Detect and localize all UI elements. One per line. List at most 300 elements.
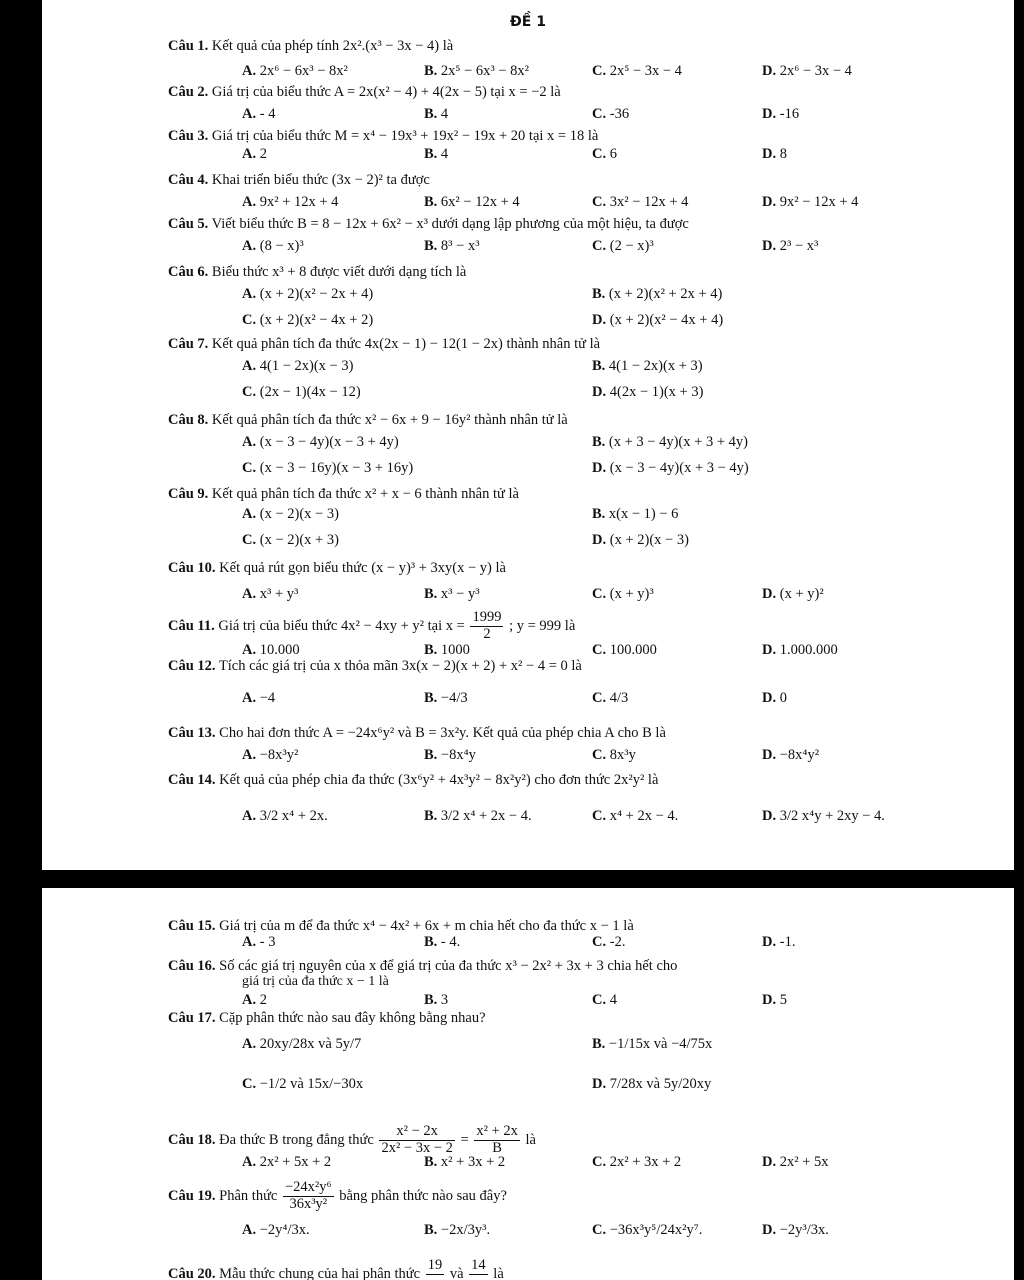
question-text: Khai triển biểu thức (3x − 2)² ta được xyxy=(211,172,430,188)
option-letter: A. xyxy=(242,1036,257,1052)
option-letter: C. xyxy=(592,747,607,763)
question-text-end: bằng phân thức nào sau đây? xyxy=(339,1187,507,1204)
option-letter: D. xyxy=(762,690,777,706)
option-letter: A. xyxy=(242,747,257,763)
question-text: Mẫu thức chung của hai phân thức xyxy=(219,1265,421,1280)
option-letter: D. xyxy=(762,934,777,950)
question-1 xyxy=(168,38,994,55)
option-c xyxy=(592,106,629,123)
option-text: (2x − 1)(4x − 12) xyxy=(259,384,361,400)
option-letter: C. xyxy=(592,106,607,122)
option-text: -2. xyxy=(609,934,626,950)
option-letter: D. xyxy=(762,63,777,79)
option-text: 4 xyxy=(609,992,617,1008)
question-fraction-1 xyxy=(426,1258,445,1280)
question-label: Câu 7. xyxy=(168,336,209,352)
option-text: x³ + y³ xyxy=(259,586,299,602)
option-c xyxy=(242,312,373,329)
option-letter: B. xyxy=(592,1036,606,1052)
question-fraction-numerator: 1999 xyxy=(472,609,502,625)
option-a xyxy=(242,63,348,80)
option-letter: C. xyxy=(592,1222,607,1238)
option-c xyxy=(592,642,657,659)
option-b xyxy=(424,934,460,951)
option-d xyxy=(762,63,852,80)
option-letter: C. xyxy=(592,808,607,824)
option-text: 2 xyxy=(259,146,267,162)
question-20 xyxy=(168,1258,994,1280)
option-text: x(x − 1) − 6 xyxy=(608,506,679,522)
question-label: Câu 18. xyxy=(168,1131,216,1148)
question-7 xyxy=(168,336,994,353)
option-c xyxy=(592,934,625,951)
question-13 xyxy=(168,725,994,742)
question-text-mid: và xyxy=(449,1265,464,1280)
option-text: (x + 2)(x² + 2x + 4) xyxy=(608,286,723,302)
option-letter: D. xyxy=(762,747,777,763)
option-text: (x − 3 − 4y)(x + 3 − 4y) xyxy=(609,460,749,476)
option-letter: B. xyxy=(424,63,438,79)
option-letter: A. xyxy=(242,286,257,302)
question-text-end: là xyxy=(525,1131,536,1148)
question-label: Câu 1. xyxy=(168,38,209,54)
option-letter: D. xyxy=(592,532,607,548)
option-b xyxy=(424,1222,490,1239)
option-text: 4(1 − 2x)(x + 3) xyxy=(608,358,703,374)
option-text: 3/2 x⁴y + 2xy − 4. xyxy=(779,808,885,824)
option-a xyxy=(242,358,353,375)
option-text: 5 xyxy=(779,992,787,1008)
option-letter: C. xyxy=(242,532,257,548)
option-letter: C. xyxy=(592,63,607,79)
option-letter: A. xyxy=(242,642,257,658)
option-c xyxy=(592,1222,702,1239)
option-b xyxy=(424,992,448,1009)
question-3 xyxy=(168,128,994,145)
question-label: Câu 11. xyxy=(168,617,215,634)
option-letter: D. xyxy=(762,992,777,1008)
option-text: 20xy/28x và 5y/7 xyxy=(259,1036,362,1052)
option-text: - 4. xyxy=(440,934,461,950)
option-c xyxy=(592,1154,681,1171)
option-c xyxy=(592,992,617,1009)
option-a xyxy=(242,747,298,764)
option-c xyxy=(592,747,636,764)
option-letter: C. xyxy=(592,146,607,162)
question-17 xyxy=(168,1010,994,1027)
question-label: Câu 3. xyxy=(168,128,209,144)
question-text-end: ; y = 999 là xyxy=(509,617,576,634)
option-c xyxy=(592,238,654,255)
option-d xyxy=(762,690,787,707)
question-text: Giá trị của m để đa thức x⁴ − 4x² + 6x + m chia hết cho đa thức x − 1 là xyxy=(219,918,634,934)
option-b xyxy=(592,286,722,303)
question-text: Kết quả rút gọn biểu thức (x − y)³ + 3xy(x − y) là xyxy=(219,560,506,576)
question-9 xyxy=(168,486,994,503)
option-letter: A. xyxy=(242,358,257,374)
question-fraction-1-numerator: x² − 2x xyxy=(379,1124,454,1141)
option-letter: B. xyxy=(592,358,606,374)
question-fraction-1-numerator: 19 xyxy=(427,1257,443,1273)
option-letter: B. xyxy=(592,434,606,450)
option-c xyxy=(592,194,688,211)
option-text: −2y³/3x. xyxy=(779,1222,829,1238)
option-text: -36 xyxy=(609,106,630,122)
option-text: -1. xyxy=(779,934,796,950)
question-label: Câu 5. xyxy=(168,216,209,232)
question-text: Giá trị của biểu thức A = 2x(x² − 4) + 4(2x − 5) tại x = −2 là xyxy=(211,84,561,100)
option-text: (x + y)² xyxy=(779,586,824,602)
option-b xyxy=(424,747,476,764)
option-a xyxy=(242,1036,361,1053)
option-text: 4 xyxy=(440,106,449,122)
option-letter: B. xyxy=(424,808,438,824)
option-text: 6x² − 12x + 4 xyxy=(440,194,520,210)
option-text: 3x² − 12x + 4 xyxy=(609,194,689,210)
option-letter: A. xyxy=(242,146,257,162)
option-text: -16 xyxy=(779,106,800,122)
option-letter: A. xyxy=(242,992,257,1008)
option-letter: B. xyxy=(424,642,438,658)
option-b xyxy=(424,238,480,255)
option-text: 2 xyxy=(259,992,267,1008)
option-b xyxy=(424,642,470,659)
option-b xyxy=(424,1154,505,1171)
option-letter: B. xyxy=(592,506,606,522)
question-16 xyxy=(168,958,994,975)
option-text: 9x² − 12x + 4 xyxy=(779,194,859,210)
question-11 xyxy=(168,610,994,643)
option-d xyxy=(762,934,795,951)
option-text: x³ − y³ xyxy=(440,586,480,602)
option-letter: C. xyxy=(592,934,607,950)
option-letter: C. xyxy=(592,586,607,602)
option-letter: B. xyxy=(424,146,438,162)
option-b xyxy=(592,1036,712,1053)
option-b xyxy=(424,586,480,603)
question-label: Câu 16. xyxy=(168,958,216,974)
option-d xyxy=(592,1076,711,1093)
option-a xyxy=(242,808,328,825)
option-b xyxy=(424,106,448,123)
option-d xyxy=(762,747,819,764)
question-12 xyxy=(168,658,994,675)
option-text: (2 − x)³ xyxy=(609,238,654,254)
option-letter: D. xyxy=(762,106,777,122)
option-letter: B. xyxy=(424,1154,438,1170)
option-text: −2x/3y³. xyxy=(440,1222,491,1238)
question-fraction-2-denominator: B xyxy=(492,1139,502,1156)
option-text: (x + 3 − 4y)(x + 3 + 4y) xyxy=(608,434,748,450)
question-text: Cặp phân thức nào sau đây không bằng nhau? xyxy=(219,1010,486,1026)
option-text: 9x² + 12x + 4 xyxy=(259,194,339,210)
option-text: 0 xyxy=(779,690,787,706)
option-text: (x + 2)(x² − 4x + 2) xyxy=(259,312,374,328)
option-letter: D. xyxy=(592,1076,607,1092)
option-text: x⁴ + 2x − 4. xyxy=(609,808,679,824)
option-a xyxy=(242,690,275,707)
option-text: −36x³y⁵/24x²y⁷. xyxy=(609,1222,703,1238)
option-text: (8 − x)³ xyxy=(259,238,304,254)
option-a xyxy=(242,586,298,603)
option-d xyxy=(592,532,689,549)
option-text: 1.000.000 xyxy=(779,642,838,658)
option-c xyxy=(242,1076,363,1093)
option-text: 1000 xyxy=(440,642,470,658)
option-text: 3 xyxy=(440,992,449,1008)
option-text: - 4 xyxy=(259,106,276,122)
option-c xyxy=(592,146,617,163)
option-letter: A. xyxy=(242,194,257,210)
option-d xyxy=(592,460,749,477)
question-fraction-2-numerator: x² + 2x xyxy=(476,1123,518,1139)
option-text: 6 xyxy=(609,146,617,162)
option-b xyxy=(592,358,703,375)
option-c xyxy=(592,63,682,80)
option-text: −4/3 xyxy=(440,690,468,706)
option-letter: B. xyxy=(424,194,438,210)
question-fraction xyxy=(283,1180,334,1213)
option-text: 3/2 x⁴ + 2x. xyxy=(259,808,328,824)
question-6 xyxy=(168,264,994,281)
option-letter: A. xyxy=(242,1154,257,1170)
option-letter: C. xyxy=(592,992,607,1008)
option-letter: B. xyxy=(424,934,438,950)
option-letter: A. xyxy=(242,434,257,450)
question-fraction-2-denominator xyxy=(469,1275,488,1280)
question-text: Biểu thức x³ + 8 được viết dưới dạng tích là xyxy=(211,264,467,280)
option-letter: A. xyxy=(242,586,257,602)
option-letter: A. xyxy=(242,1222,257,1238)
question-text: Viết biểu thức B = 8 − 12x + 6x² − x³ dưới dạng lập phương của một hiệu, ta được xyxy=(211,216,689,232)
option-letter: C. xyxy=(242,460,257,476)
option-text: (x + 2)(x² − 4x + 4) xyxy=(609,312,724,328)
option-b xyxy=(592,434,748,451)
question-fraction-1-denominator: 2x² − 3x − 2 xyxy=(381,1139,453,1156)
question-fraction-1 xyxy=(379,1124,454,1157)
option-letter: A. xyxy=(242,506,257,522)
option-text: 8x³y xyxy=(609,747,636,763)
option-text: 2x² + 3x + 2 xyxy=(609,1154,682,1170)
option-d xyxy=(762,194,858,211)
option-a xyxy=(242,506,339,523)
option-a xyxy=(242,238,304,255)
option-text: - 3 xyxy=(259,934,276,950)
option-letter: C. xyxy=(592,642,607,658)
option-a xyxy=(242,1222,310,1239)
question-text: Tích các giá trị của x thỏa mãn 3x(x − 2)(x + 2) + x² − 4 = 0 là xyxy=(218,658,582,674)
option-letter: C. xyxy=(592,1154,607,1170)
option-letter: D. xyxy=(762,194,777,210)
option-d xyxy=(592,384,703,401)
option-b xyxy=(424,146,448,163)
question-2 xyxy=(168,84,994,101)
question-fraction-denominator: 2 xyxy=(483,625,491,642)
question-text: Phân thức xyxy=(219,1187,278,1204)
option-text: −1/15x và −4/75x xyxy=(608,1036,713,1052)
option-d xyxy=(762,586,824,603)
question-fraction-2-numerator: 14 xyxy=(471,1257,486,1273)
option-text: 3/2 x⁴ + 2x − 4. xyxy=(440,808,532,824)
option-text: −1/2 và 15x/−30x xyxy=(259,1076,364,1092)
question-text: Kết quả phân tích đa thức x² − 6x + 9 − 16y² thành nhân tử là xyxy=(211,412,568,428)
option-d xyxy=(762,1154,829,1171)
question-fraction-2 xyxy=(469,1258,488,1280)
question-4 xyxy=(168,172,994,189)
option-letter: A. xyxy=(242,106,257,122)
option-letter: C. xyxy=(592,690,607,706)
question-label: Câu 19. xyxy=(168,1187,216,1204)
question-label: Câu 6. xyxy=(168,264,209,280)
question-5 xyxy=(168,216,994,233)
option-letter: C. xyxy=(592,194,607,210)
question-label: Câu 17. xyxy=(168,1010,216,1026)
option-text: 2x⁶ − 3x − 4 xyxy=(779,63,852,79)
option-a xyxy=(242,194,338,211)
option-text: (x − 2)(x + 3) xyxy=(259,532,339,548)
question-fraction-1-denominator xyxy=(426,1275,445,1280)
option-text: −8x⁴y xyxy=(440,747,476,763)
option-c xyxy=(592,586,654,603)
question-label: Câu 13. xyxy=(168,725,216,741)
question-text: Kết quả của phép tính 2x².(x³ − 3x − 4) là xyxy=(211,38,454,54)
option-text: 4(2x − 1)(x + 3) xyxy=(609,384,704,400)
question-8 xyxy=(168,412,994,429)
question-text: Số các giá trị nguyên của x để giá trị của đa thức x³ − 2x² + 3x + 3 chia hết cho xyxy=(219,958,678,974)
option-text: −8x³y² xyxy=(259,747,299,763)
option-text: (x − 2)(x − 3) xyxy=(259,506,339,522)
option-text: 7/28x và 5y/20xy xyxy=(609,1076,712,1092)
option-text: (x + 2)(x − 3) xyxy=(609,532,689,548)
question-18: Câu 18. Đa thức B trong đẳng thức $\frac{\text{x² − 2x}}{\text{2x² − 3x − 2}}$ = $\frac{\text{x² + 2x}}{B}$ là xyxy=(168,1123,536,1156)
option-text: −4 xyxy=(259,690,276,706)
option-text: −2y⁴/3x. xyxy=(259,1222,310,1238)
option-d xyxy=(762,238,818,255)
option-text: (x − 3 − 16y)(x − 3 + 16y) xyxy=(259,460,414,476)
option-d xyxy=(592,312,723,329)
option-b xyxy=(424,690,468,707)
option-b xyxy=(424,808,532,825)
option-letter: C. xyxy=(242,1076,257,1092)
question-label: Câu 20. xyxy=(168,1265,216,1280)
option-d xyxy=(762,642,838,659)
option-text: 2x⁵ − 6x³ − 8x² xyxy=(440,63,530,79)
option-letter: B. xyxy=(424,106,438,122)
option-b xyxy=(592,506,678,523)
option-letter: D. xyxy=(762,146,777,162)
option-d xyxy=(762,146,787,163)
option-b xyxy=(424,194,520,211)
question-text: Cho hai đơn thức A = −24x⁶y² và B = 3x²y. Kết quả của phép chia A cho B là xyxy=(219,725,666,741)
option-letter: B. xyxy=(424,586,438,602)
question-text: Đa thức B trong đẳng thức xyxy=(219,1131,374,1148)
option-b xyxy=(424,63,529,80)
option-letter: A. xyxy=(242,934,257,950)
option-text: 4/3 xyxy=(609,690,629,706)
question-text-continued: giá trị của đa thức x − 1 là xyxy=(242,974,389,989)
page-bottom xyxy=(42,888,1014,1280)
option-text: 2x² + 5x xyxy=(779,1154,829,1170)
option-text: (x − 3 − 4y)(x − 3 + 4y) xyxy=(259,434,399,450)
option-text: x² + 3x + 2 xyxy=(440,1154,506,1170)
option-a xyxy=(242,992,267,1009)
option-text: 2³ − x³ xyxy=(779,238,819,254)
question-text: Kết quả của phép chia đa thức (3x⁶y² + 4x³y² − 8x²y²) cho đơn thức 2x²y² là xyxy=(219,772,659,788)
question-text: Giá trị của biểu thức M = x⁴ − 19x³ + 19x² − 19x + 20 tại x = 18 là xyxy=(211,128,599,144)
option-text: 8³ − x³ xyxy=(440,238,480,254)
option-letter: C. xyxy=(242,312,257,328)
option-letter: C. xyxy=(592,238,607,254)
option-c xyxy=(242,384,361,401)
option-letter: D. xyxy=(592,384,607,400)
option-letter: D. xyxy=(762,642,777,658)
option-a xyxy=(242,434,399,451)
option-text: 4 xyxy=(440,146,449,162)
option-c xyxy=(242,532,339,549)
question-label: Câu 4. xyxy=(168,172,209,188)
question-label: Câu 9. xyxy=(168,486,209,502)
question-text-end: là xyxy=(493,1265,504,1280)
option-text: 4(1 − 2x)(x − 3) xyxy=(259,358,354,374)
option-c xyxy=(592,808,678,825)
option-text: 2x² + 5x + 2 xyxy=(259,1154,332,1170)
option-letter: D. xyxy=(592,460,607,476)
option-text: (x + y)³ xyxy=(609,586,654,602)
option-a xyxy=(242,146,267,163)
option-letter: D. xyxy=(762,1154,777,1170)
option-text: 2x⁶ − 6x³ − 8x² xyxy=(259,63,348,79)
option-letter: B. xyxy=(424,238,438,254)
question-label: Câu 14. xyxy=(168,772,216,788)
option-letter: A. xyxy=(242,690,257,706)
question-label: Câu 12. xyxy=(168,658,216,674)
option-a xyxy=(242,934,275,951)
option-letter: A. xyxy=(242,238,257,254)
option-text: 10.000 xyxy=(259,642,300,658)
question-fraction-denominator: 36x³y² xyxy=(289,1195,328,1212)
question-label: Câu 8. xyxy=(168,412,209,428)
option-letter: D. xyxy=(762,238,777,254)
question-text: Kết quả phân tích đa thức x² + x − 6 thành nhân tử là xyxy=(211,486,519,502)
option-text: 100.000 xyxy=(609,642,657,658)
question-fraction-2 xyxy=(474,1124,520,1157)
option-text: 8 xyxy=(779,146,787,162)
option-letter: D. xyxy=(762,808,777,824)
option-letter: D. xyxy=(762,586,777,602)
question-label: Câu 10. xyxy=(168,560,216,576)
option-d xyxy=(762,1222,829,1239)
option-a xyxy=(242,642,300,659)
question-15 xyxy=(168,918,994,935)
option-letter: D. xyxy=(762,1222,777,1238)
question-text: Giá trị của biểu thức 4x² − 4xy + y² tại x = xyxy=(218,617,465,634)
question-10 xyxy=(168,560,994,577)
option-letter: D. xyxy=(592,312,607,328)
option-letter: B. xyxy=(424,1222,438,1238)
question-text: Kết quả phân tích đa thức 4x(2x − 1) − 12(1 − 2x) thành nhân tử là xyxy=(211,336,601,352)
option-c xyxy=(242,460,413,477)
option-d xyxy=(762,106,799,123)
question-label: Câu 15. xyxy=(168,918,216,934)
option-letter: B. xyxy=(424,992,438,1008)
option-d xyxy=(762,808,885,825)
option-text: 2x⁵ − 3x − 4 xyxy=(609,63,682,79)
option-letter: B. xyxy=(592,286,606,302)
option-letter: A. xyxy=(242,808,257,824)
question-14 xyxy=(168,772,994,789)
option-letter: A. xyxy=(242,63,257,79)
question-fraction xyxy=(470,610,503,643)
